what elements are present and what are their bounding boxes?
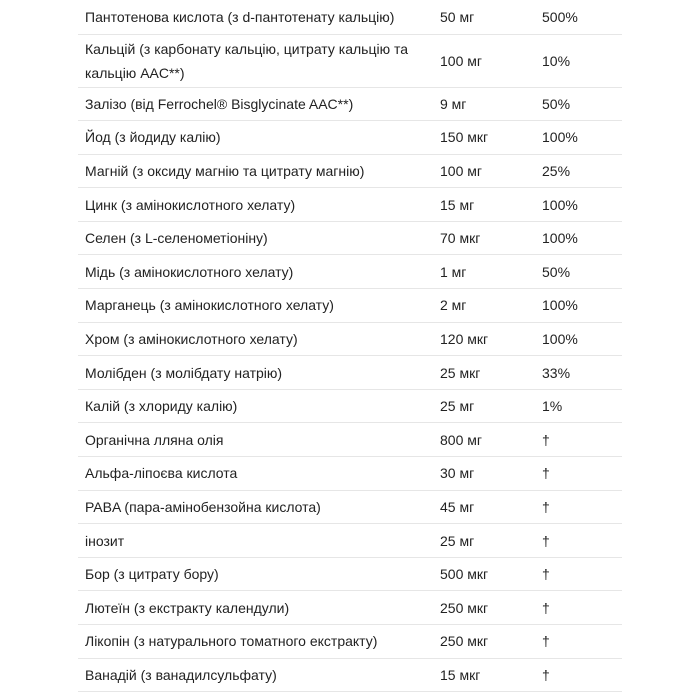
nutrient-amount: 150 мкг [440,129,489,146]
nutrient-daily-value: † [542,666,550,683]
nutrient-amount: 25 мг [440,532,475,549]
nutrient-name: Лютеїн (з екстракту календули) [85,599,290,616]
table-row [78,389,622,423]
nutrient-amount: 25 мг [440,398,475,415]
nutrient-amount: 45 мг [440,498,475,515]
nutrient-amount: 2 мг [440,297,467,314]
table-row [78,289,622,323]
table-row [78,356,622,390]
nutrient-name: PABA (пара-амінобензойна кислота) [85,498,321,515]
nutrient-daily-value: 100% [542,297,578,314]
nutrient-amount: 70 мкг [440,230,481,247]
nutrient-name: Ванадій (з ванадилсульфату) [85,666,277,683]
nutrient-name: Молібден (з молібдату натрію) [85,364,283,381]
nutrient-name: Мідь (з амінокислотного хелату) [85,263,294,280]
table-row [78,658,622,692]
nutrient-table [78,0,622,692]
nutrient-name: Залізо (від Ferrochel® Bisglycinate AAC**) [85,95,354,112]
table-row [78,34,622,87]
table-row [78,625,622,659]
nutrient-daily-value: 10% [542,52,571,69]
nutrient-name: Бор (з цитрату бору) [85,566,219,583]
nutrient-name: Альфа-ліпоєва кислота [85,465,238,482]
nutrient-daily-value: † [542,498,550,515]
nutrient-daily-value: 100% [542,196,578,213]
nutrient-amount: 25 мкг [440,364,481,381]
table-row [78,0,622,34]
nutrient-daily-value: 1% [542,398,563,415]
nutrient-name: Лікопін (з натурального томатного екстракту) [85,633,378,650]
nutrient-daily-value: 25% [542,162,571,179]
nutrient-daily-value: † [542,633,550,650]
table-row [78,188,622,222]
nutrient-daily-value: † [542,431,550,448]
nutrient-name: Йод (з йодиду калію) [85,129,221,146]
nutrient-name: інозит [85,532,125,549]
table-row [78,423,622,457]
nutrient-daily-value: † [542,599,550,616]
nutrient-amount: 9 мг [440,95,467,112]
nutrient-amount: 50 мг [440,8,475,25]
nutrient-amount: 100 мг [440,162,482,179]
nutrient-daily-value: 500% [542,8,578,25]
nutrient-name: Органічна лляна олія [85,431,224,448]
nutrient-amount: 15 мкг [440,666,481,683]
nutrient-daily-value: 100% [542,330,578,347]
table-row [78,221,622,255]
nutrient-amount: 250 мкг [440,633,489,650]
nutrient-name: Хром (з амінокислотного хелату) [85,330,298,347]
table-row [78,322,622,356]
nutrient-name: Кальцій (з карбонату кальцію, цитрату кальцію та кальцію AAC**) [85,40,408,81]
table-row [78,255,622,289]
nutrient-name: Калій (з хлориду калію) [85,398,238,415]
nutrient-daily-value: † [542,465,550,482]
table-row [78,524,622,558]
nutrient-name: Цинк (з амінокислотного хелату) [85,196,296,213]
nutrient-daily-value: † [542,566,550,583]
nutrient-daily-value: 50% [542,95,571,112]
nutrient-name: Пантотенова кислота (з d-пантотенату кальцію) [85,8,395,25]
nutrient-daily-value: 100% [542,129,578,146]
table-row [78,557,622,591]
nutrient-amount: 30 мг [440,465,475,482]
table-row [78,490,622,524]
nutrient-amount: 1 мг [440,263,467,280]
nutrient-daily-value: † [542,532,550,549]
nutrient-daily-value: 100% [542,230,578,247]
table-row [78,121,622,155]
table-row [78,154,622,188]
nutrient-daily-value: 33% [542,364,571,381]
nutrient-name: Марганець (з амінокислотного хелату) [85,297,334,314]
nutrient-amount: 250 мкг [440,599,489,616]
nutrient-amount: 120 мкг [440,330,489,347]
nutrient-daily-value: 50% [542,263,571,280]
table-row [78,87,622,121]
nutrient-amount: 500 мкг [440,566,489,583]
nutrient-amount: 800 мг [440,431,482,448]
table-row [78,457,622,491]
nutrient-name: Селен (з L-селенометіоніну) [85,230,268,247]
nutrient-name: Магній (з оксиду магнію та цитрату магнію) [85,162,365,179]
nutrient-amount: 100 мг [440,52,482,69]
nutrient-amount: 15 мг [440,196,475,213]
table-row [78,591,622,625]
